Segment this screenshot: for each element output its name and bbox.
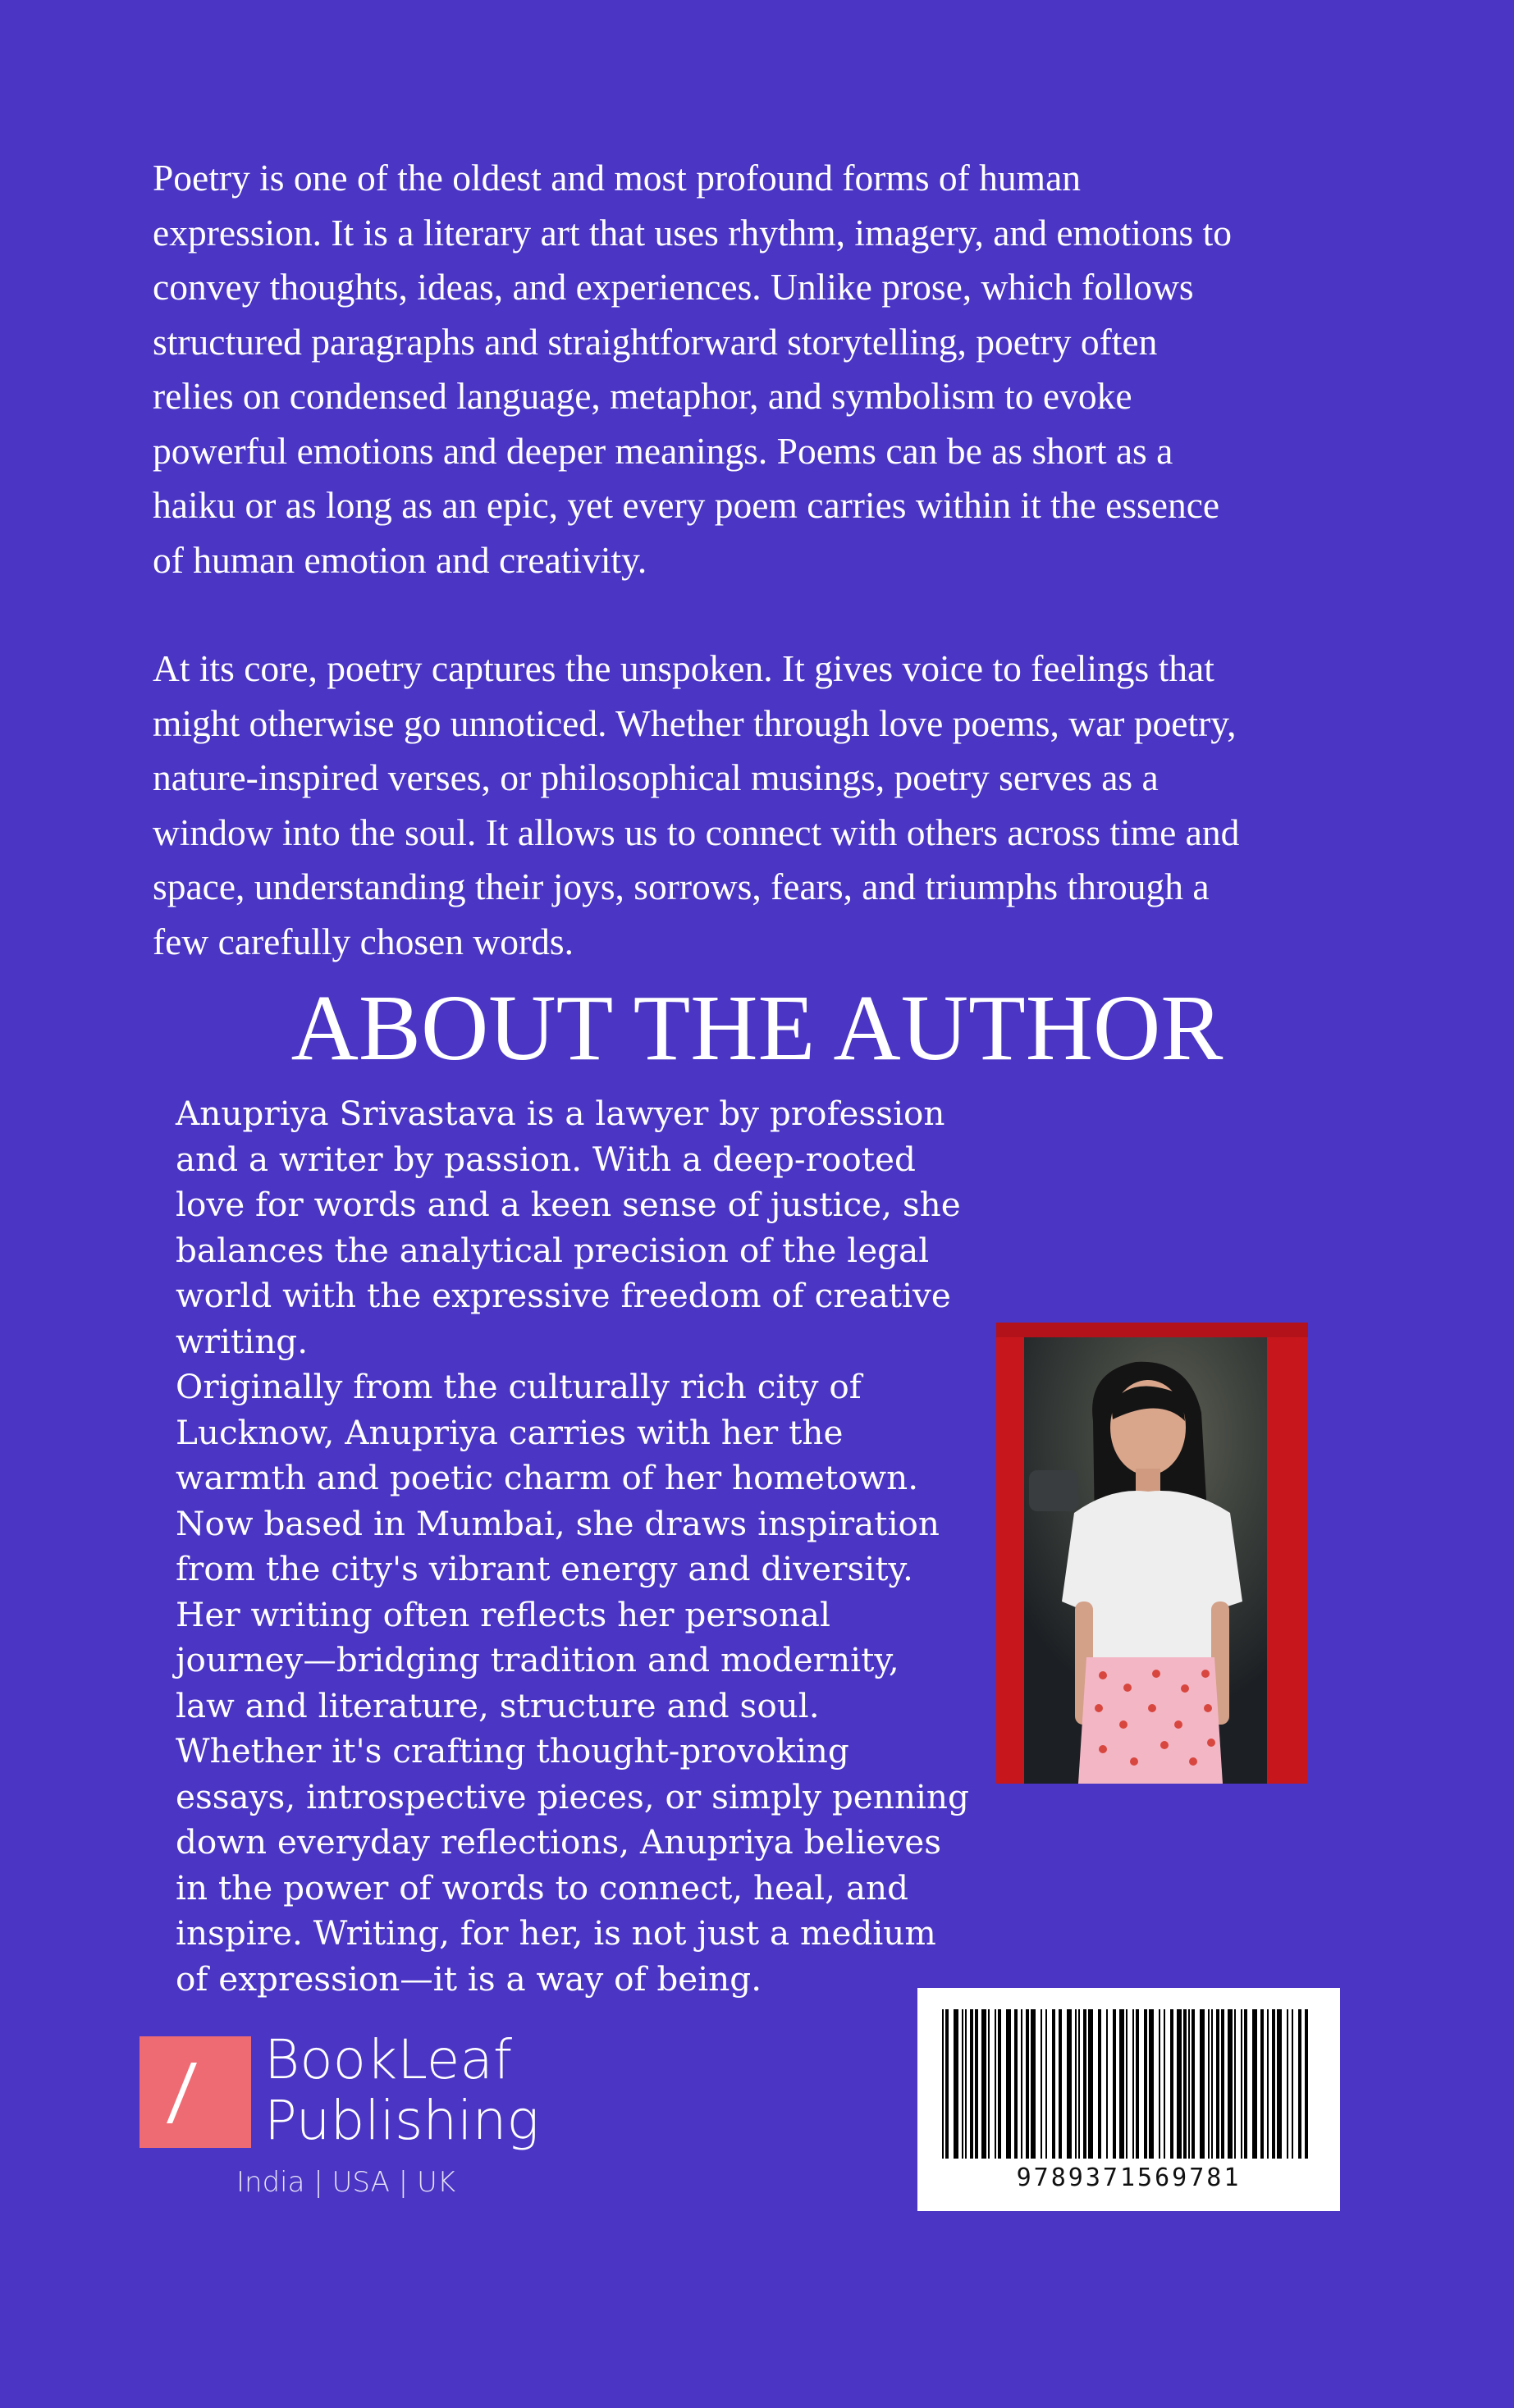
barcode-bar — [1132, 2009, 1134, 2159]
barcode-bar — [1200, 2009, 1205, 2159]
author-photo — [996, 1323, 1308, 1784]
barcode-bar — [1031, 2009, 1036, 2159]
barcode-bar — [1021, 2009, 1022, 2159]
barcode-bar — [1078, 2009, 1080, 2159]
barcode-bar — [1292, 2009, 1293, 2159]
barcode-bar — [995, 2009, 996, 2159]
barcode-bar — [962, 2009, 963, 2159]
barcode-bar — [1098, 2009, 1101, 2159]
barcode-bar — [1188, 2009, 1190, 2159]
barcode-bar — [1183, 2009, 1187, 2159]
publisher-logo-mark — [140, 2036, 251, 2148]
author-bio: Anupriya Srivastava is a lawyer by profession and a writer by passion. With a deep-rooted love for words and a keen sense of justice, she balances the analytical precision of the legal world with the expressive freedom of creative writing. Originally from the culturally rich city of Lucknow, Anupriya carries with her the warmth and poetic charm of her hometown. Now based in Mumbai, she draws inspiration from the city's vibrant energy and diversity. Her writing often reflects her personal journey—bridging tradition and modernity, law and literature, structure and soul. Whether it's crafting thought-provoking essays, introspective pieces, or simply penning down everyday reflections, Anupriya believes in the power of words to connect, heal, and inspire. Writing, for her, is not just a medium of expression—it is a way of being. — [176, 1094, 969, 1999]
barcode-bar — [1216, 2009, 1219, 2159]
barcode-bar — [975, 2009, 978, 2159]
barcode-bar — [1244, 2009, 1247, 2159]
barcode-bar — [1159, 2009, 1160, 2159]
author-portrait-image — [996, 1323, 1308, 1784]
barcode-bar — [1170, 2009, 1173, 2159]
barcode-bar — [1144, 2009, 1147, 2159]
barcode-bar — [1006, 2009, 1011, 2159]
barcode-bar — [1277, 2009, 1282, 2159]
barcode-bar — [970, 2009, 973, 2159]
barcode-bar — [1267, 2009, 1269, 2159]
intro-text — [153, 151, 1384, 969]
barcode-bar — [1075, 2009, 1077, 2159]
barcode-bar — [1305, 2009, 1308, 2159]
publisher-regions: India | USA | UK — [236, 2166, 456, 2199]
publisher-name: BookLeaf Publishing — [264, 2028, 540, 2152]
slash-icon — [167, 2063, 197, 2123]
barcode-bar — [1136, 2009, 1139, 2159]
barcode-bars — [942, 2009, 1315, 2159]
barcode-bar — [988, 2009, 990, 2159]
barcode-bar — [1041, 2009, 1042, 2159]
barcode-bar — [1211, 2009, 1213, 2159]
barcode-bar — [981, 2009, 986, 2159]
barcode-bar — [1272, 2009, 1275, 2159]
isbn-number: 9789371569781 — [1016, 2164, 1242, 2192]
barcode-bar — [1106, 2009, 1108, 2159]
barcode-bar — [1088, 2009, 1093, 2159]
barcode-bar — [1126, 2009, 1127, 2159]
barcode-bar — [1208, 2009, 1210, 2159]
barcode-bar — [942, 2009, 944, 2159]
barcode-bar — [1014, 2009, 1018, 2159]
barcode-bar — [1067, 2009, 1072, 2159]
barcode-bar — [1149, 2009, 1154, 2159]
barcode-bar — [1052, 2009, 1055, 2159]
barcode-bar — [1221, 2009, 1224, 2159]
barcode-bar — [1228, 2009, 1233, 2159]
barcode-bar — [1164, 2009, 1165, 2159]
barcode-bar — [1260, 2009, 1264, 2159]
barcode-bar — [1298, 2009, 1301, 2159]
barcode-bar — [1045, 2009, 1047, 2159]
barcode-bar — [965, 2009, 967, 2159]
barcode-bar — [1192, 2009, 1195, 2159]
intro-paragraph-2: At its core, poetry captures the unspoken. It gives voice to feelings that might otherwise go unnoticed. Whether through love poems, war poetry, nature-inspired verses, or philosophical musings, poetry serves as a window into the soul. It allows us to connect with others across time and space, understanding their joys, sorrows, fears, and triumphs through a few carefully chosen words. — [153, 647, 1240, 962]
intro-paragraph-1: Poetry is one of the oldest and most profound forms of human expression. It is a literary art that uses rhythm, imagery, and emotions to convey thoughts, ideas, and experiences. Unlike prose, which follows structured paragraphs and straightforward storytelling, poetry often relies on condensed language, metaphor, and symbolism to evoke powerful emotions and deeper meanings. Poems can be as short as a haiku or as long as an epic, yet every poem carries within it the essence of human emotion and creativity. — [153, 157, 1232, 581]
isbn-barcode — [917, 1988, 1340, 2211]
barcode-bar — [1287, 2009, 1288, 2159]
barcode-bar — [1059, 2009, 1062, 2159]
about-author-heading: ABOUT THE AUTHOR — [290, 976, 1224, 1080]
barcode-bar — [945, 2009, 949, 2159]
barcode-bar — [1026, 2009, 1029, 2159]
barcode-bar — [1234, 2009, 1236, 2159]
barcode-bar — [954, 2009, 958, 2159]
barcode-bar — [1177, 2009, 1182, 2159]
barcode-bar — [998, 2009, 1001, 2159]
barcode-bar — [1119, 2009, 1124, 2159]
barcode-bar — [1113, 2009, 1116, 2159]
barcode-bar — [1252, 2009, 1257, 2159]
barcode-bar — [1241, 2009, 1242, 2159]
barcode-bar — [1083, 2009, 1086, 2159]
